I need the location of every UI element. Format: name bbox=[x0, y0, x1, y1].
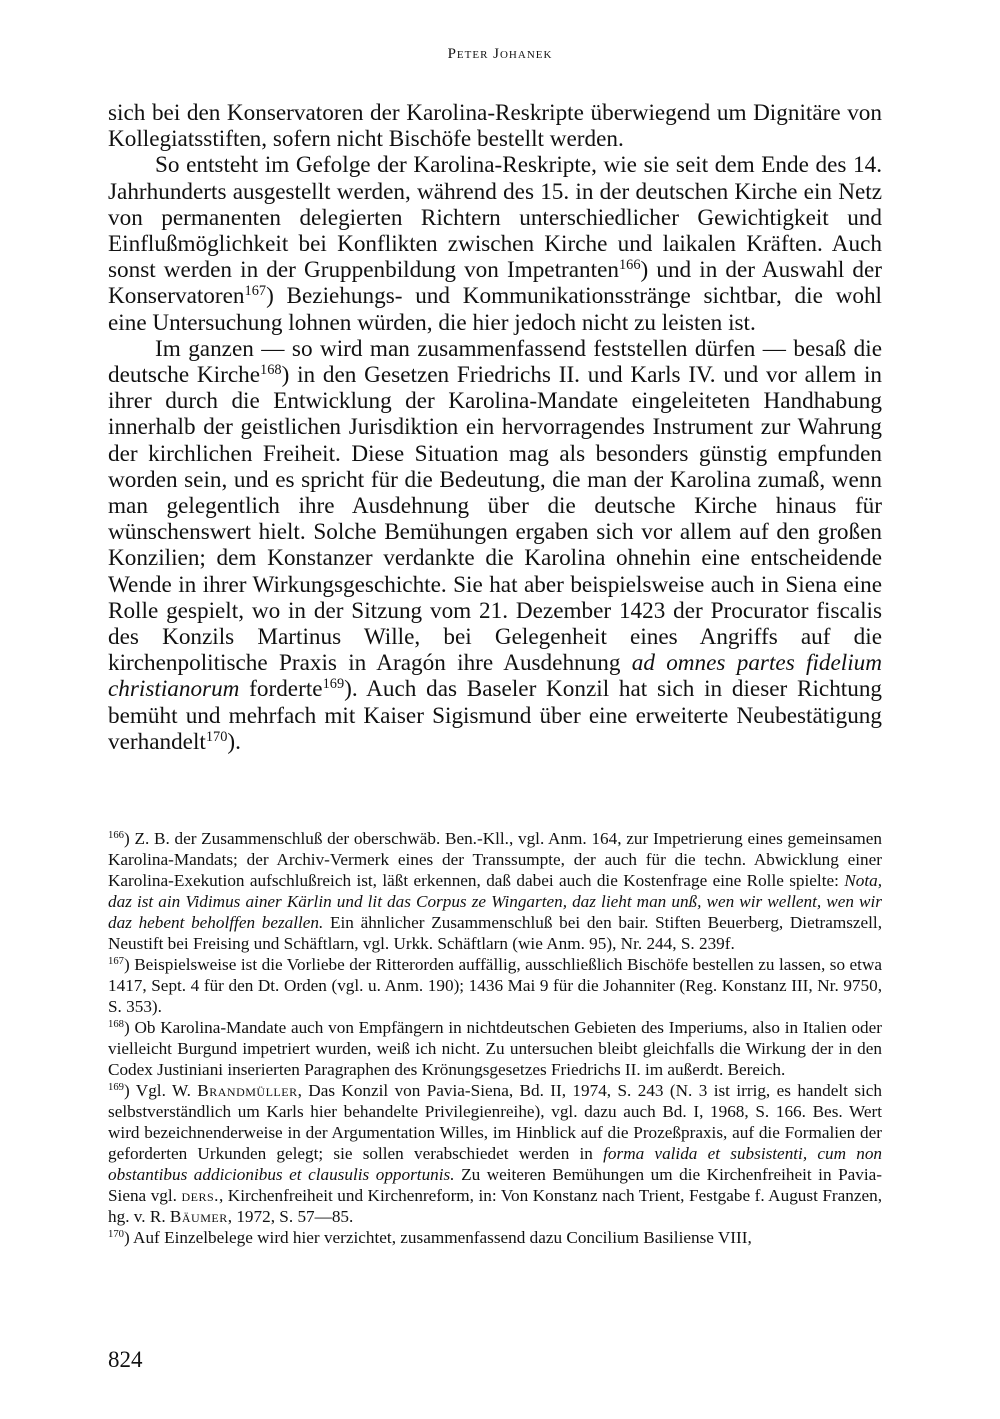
footnote-ref-170: 170 bbox=[205, 728, 228, 745]
footnote-169 bbox=[108, 1080, 882, 1227]
footnote-number-167: 167 bbox=[108, 956, 124, 968]
author-name-brandmueller: Brandmüller bbox=[197, 1081, 298, 1100]
footnote-167 bbox=[108, 954, 882, 1017]
footnote-ref-166: 166 bbox=[618, 257, 641, 274]
running-header: Peter Johanek bbox=[447, 46, 553, 62]
footnote-169-text-a: ) Vgl. W. bbox=[123, 1081, 191, 1100]
paragraph-3-text-e: ). bbox=[227, 728, 241, 755]
paragraph-2-text-a: So entsteht im Gefolge der Karolina-Reskripte, wie sie seit dem Ende des 14. Jahrhunderts ausgestellt werden, während des 15. in der deutschen Kirche ein Netz von permanenten delegierten Richtern unterschiedlicher Gewichtigkeit und Einflußmöglichkeit bei Konflikten zwischen Kirche und laikalen Kräften. Auch sonst werden in der Gruppenbildung von Impetranten bbox=[108, 152, 882, 284]
paragraph-3-text-c: forderte bbox=[249, 676, 323, 703]
footnote-169-text-c: Zu weiteren Bemühungen um die Kirchenfreiheit in Pavia-Siena vgl. bbox=[108, 1165, 882, 1205]
paragraph-3-text-d: ). Auch das Baseler Konzil hat sich in dieser Richtung bemüht und mehrfach mit Kaiser Sigismund über eine erweiterte Neubestätigung verhandelt bbox=[108, 676, 883, 755]
footnote-number-170: 170 bbox=[108, 1229, 124, 1241]
footnotes bbox=[108, 828, 882, 1248]
footnote-170 bbox=[108, 1227, 882, 1248]
footnote-number-166: 166 bbox=[108, 830, 124, 842]
paragraph-3-italic-quote: ad omnes partes fidelium christianorum bbox=[108, 650, 883, 703]
footnote-170-text: ) Auf Einzelbelege wird hier verzichtet, zusammenfassend dazu Concilium Basiliense VIII, bbox=[123, 1228, 752, 1247]
footnote-number-168: 168 bbox=[108, 1019, 124, 1031]
page-number: 824 bbox=[108, 1347, 143, 1372]
footnote-number-169: 169 bbox=[108, 1082, 124, 1094]
author-name-ders: ders. bbox=[181, 1186, 219, 1205]
paragraph-3-text-b: ) in den Gesetzen Friedrichs II. und Karls IV. und vor allem in ihrer durch die Entwicklung der Karolina-Mandate eingeleiteten Handhabung innerhalb der geistlichen Jurisdiktion ein hervorragendes Instrument zur Wahrung der kirchlichen Freiheit. Diese Situation mag als besonders günstig empfunden worden sein, und es spricht für die Bedeutung, die man der Karolina zumaß, wenn man gelegentlich ihre Ausdehnung über die deutsche Kirche hinaus für wünschenswert hielt. Solche Bemühungen ergaben sich vor allem auf den großen Konzilien; dem Konstanzer verdankte die Karolina ohnehin eine entscheidende Wende in ihrer Wirkungsgeschichte. Sie hat aber beispielsweise auch in Siena eine Rolle gespielt, wo in der Sitzung vom 21. Dezember 1423 der Procurator fiscalis des Konzils Martinus Wille, bei Gelegenheit eines Angriffs auf die kirchenpolitische Praxis in Aragón ihre Ausdehnung bbox=[108, 362, 882, 677]
footnote-169-text-e: , 1972, S. 57—85. bbox=[227, 1207, 354, 1226]
paragraph-2-text-b: ) und in der Auswahl der Konservatoren bbox=[108, 257, 882, 310]
footnote-166-italic-quote: Nota, daz ist ain Vidimus ainer Kärlin und lit das Corpus ze Wingarten, daz lieht man unß, wen wir wellent, wen wir daz hebent beholffen bezallen. bbox=[108, 871, 883, 932]
footnote-166 bbox=[108, 828, 882, 954]
footnote-ref-167: 167 bbox=[244, 283, 267, 300]
paragraph-3-text-a: Im ganzen — so wird man zusammenfassend feststellen dürfen — besaß die deutsche Kirche bbox=[108, 335, 882, 389]
footnote-166-text-a: ) Z. B. der Zusammenschluß der oberschwäb. Ben.-Kll., vgl. Anm. 164, zur Impetrierung eines gemeinsamen Karolina-Mandats; der Archiv-Vermerk eines der Transsumpte, der auch für die techn. Abwicklung einer Karolina-Exekution aufschlußreich ist, läßt erkennen, daß dabei auch die Kostenfrage eine Rolle spielte: bbox=[108, 829, 882, 890]
footnote-169-text-b: , Das Konzil von Pavia-Siena, Bd. II, 1974, S. 243 (N. 3 ist irrig, es handelt sich selbstverständlich um Karls hier behandelte Privilegienreihe), vgl. dazu auch Bd. I, 1968, S. 166. Bes. Wert wird bezeichnenderweise in der Argumentation Willes, im Hinblick auf die Prozeßpraxis, auf die Formalien der geforderten Urkunden gelegt; sie sollen verabschiedet werden in bbox=[108, 1081, 883, 1163]
footnote-167-text: ) Beispielsweise ist die Vorliebe der Ritterorden auffällig, ausschließlich Bischöfe bestellen zu lassen, so etwa 1417, Sept. 4 für den Dt. Orden (vgl. u. Anm. 190); 1436 Mai 9 für die Johanniter (Reg. Konstanz III, Nr. 9750, S. 353). bbox=[108, 955, 882, 1016]
footnote-169-text-d: , Kirchenfreiheit und Kirchenreform, in: Von Konstanz nach Trient, Festgabe f. August Franzen, hg. v. R. bbox=[108, 1186, 883, 1226]
paragraph-2-text-c: ) Beziehungs- und Kommunikationsstränge sichtbar, die wohl eine Untersuchung lohnen würden, die hier jedoch nicht zu leisten ist. bbox=[108, 283, 882, 336]
footnote-168-text: ) Ob Karolina-Mandate auch von Empfängern in nichtdeutschen Gebieten des Imperiums, also in Italien oder vielleicht Burgund impetriert wurden, weiß ich nicht. Zu untersuchen bleibt gleichfalls die Wirkung der in den Codex Justiniani inserierten Paragraphen des Krönungsgesetzes Friedrichs II. im außerdt. Bereich. bbox=[108, 1018, 882, 1079]
footnote-166-text-b: Ein ähnlicher Zusammenschluß bei den bair. Stiften Beuerberg, Dietramszell, Neustift bei Freising und Schäftlarn, vgl. Urkk. Schäftlarn (wie Anm. 95), Nr. 244, S. 239f. bbox=[108, 913, 883, 953]
author-name-baeumer: Bäumer bbox=[169, 1207, 228, 1226]
footnote-168 bbox=[108, 1017, 882, 1080]
paragraph-1: sich bei den Konservatoren der Karolina-Reskripte überwiegend um Dignitäre von Kollegiatsstiften, sofern nicht Bischöfe bestellt werden. bbox=[108, 100, 882, 153]
paragraph-3 bbox=[108, 336, 882, 755]
footnote-ref-168: 168 bbox=[260, 362, 282, 379]
paragraph-2 bbox=[108, 152, 882, 335]
main-text bbox=[108, 100, 882, 755]
footnote-ref-169: 169 bbox=[322, 676, 345, 693]
footnote-169-italic-quote: forma valida et subsistenti, cum non obstantibus addicionibus et clausulis opportunis. bbox=[108, 1144, 883, 1184]
